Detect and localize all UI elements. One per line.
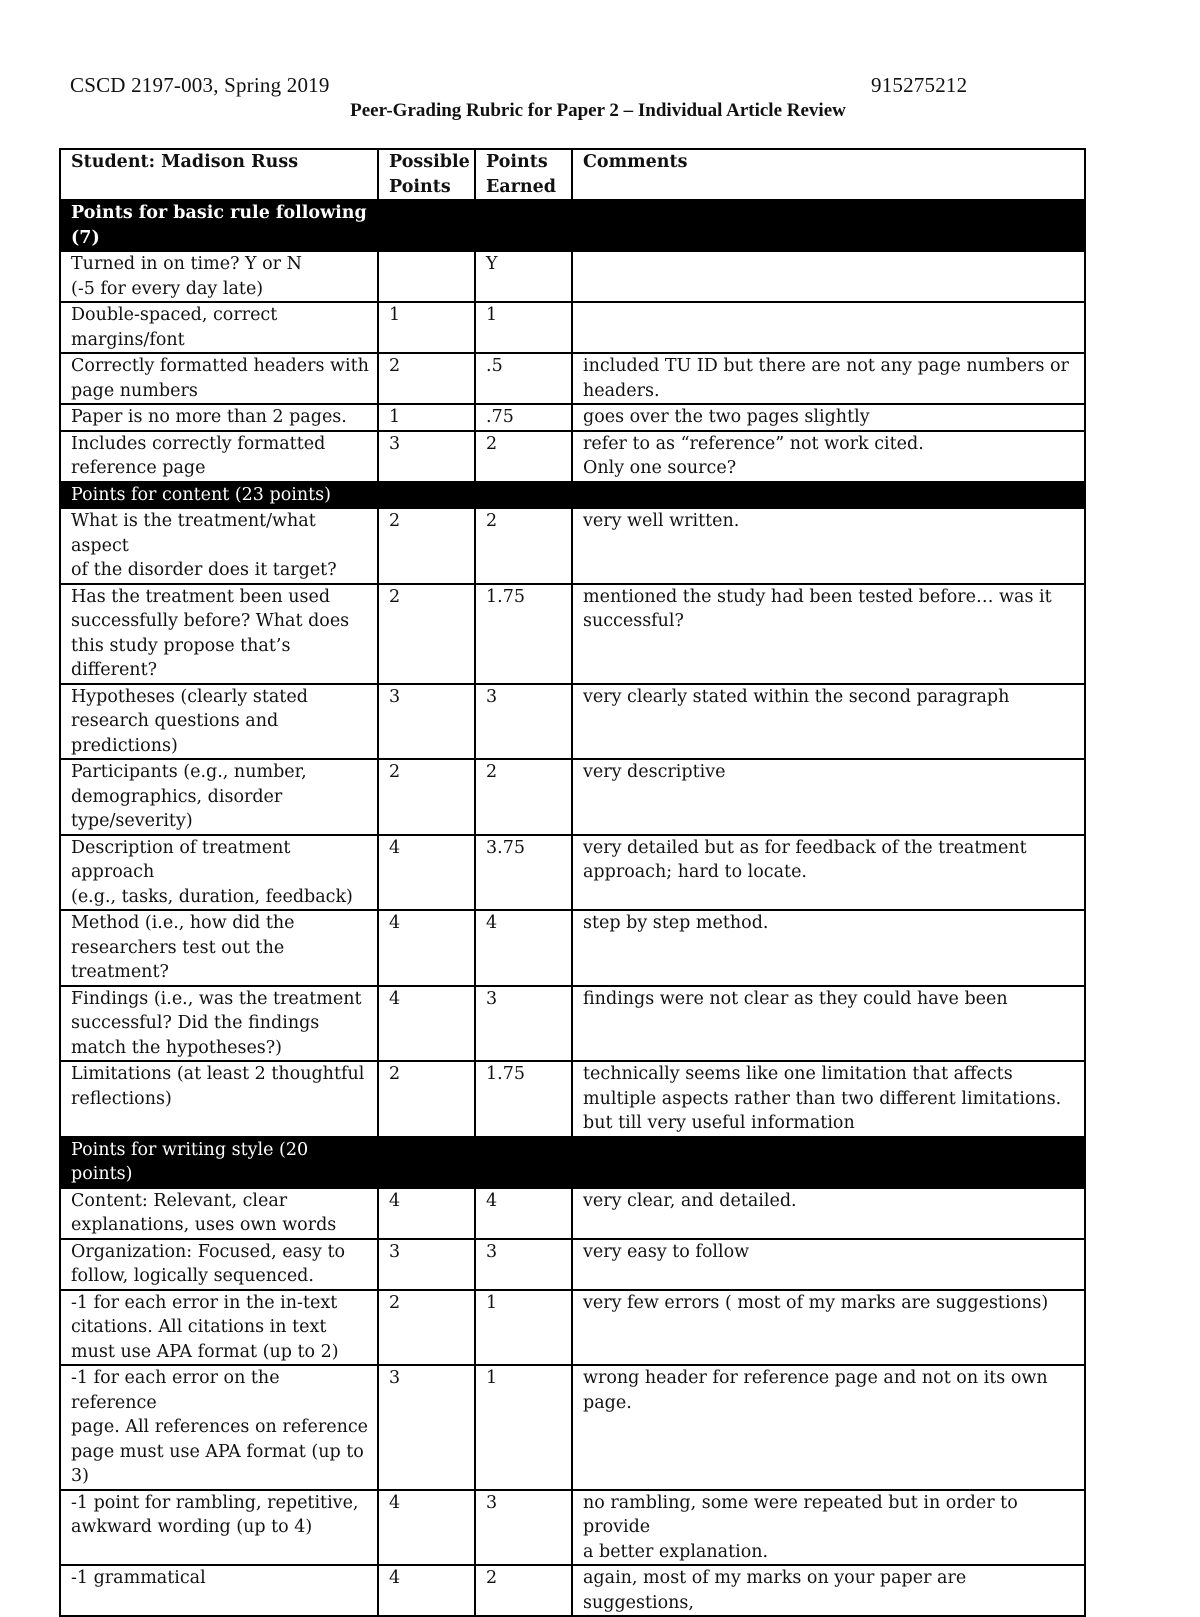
possible-points-cell: 3 — [378, 431, 475, 482]
criterion-cell: Description of treatment approach (e.g., tasks, duration, feedback) — [60, 835, 378, 911]
criterion-cell: -1 grammatical — [60, 1565, 378, 1616]
comment-cell: technically seems like one limitation that affects multiple aspects rather than two different limitations. but till very useful information — [572, 1061, 1085, 1137]
points-earned-cell: 1 — [475, 302, 572, 353]
comments-header: Comments — [572, 149, 1085, 200]
student-name-header: Student: Madison Russ — [60, 149, 378, 200]
section-fill-cell — [572, 482, 1085, 509]
possible-points-cell: 4 — [378, 986, 475, 1062]
criterion-cell: -1 for each error on the reference page. All references on reference page must use APA format (up to 3) — [60, 1365, 378, 1490]
rubric-row — [60, 1061, 1085, 1137]
possible-points-cell: 4 — [378, 1565, 475, 1616]
possible-points-cell: 1 — [378, 302, 475, 353]
possible-points-cell: 1 — [378, 404, 475, 431]
points-earned-cell: 2 — [475, 431, 572, 482]
section-header-row — [60, 482, 1085, 509]
points-earned-cell: .75 — [475, 404, 572, 431]
points-earned-header: Points Earned — [475, 149, 572, 200]
rubric-row — [60, 986, 1085, 1062]
criterion-cell: -1 for each error in the in-text citations. All citations in text must use APA format (up to 2) — [60, 1290, 378, 1366]
possible-points-cell: 2 — [378, 759, 475, 835]
criterion-cell: Hypotheses (clearly stated research questions and predictions) — [60, 684, 378, 760]
comment-cell: findings were not clear as they could have been — [572, 986, 1085, 1062]
comment-cell: again, most of my marks on your paper are suggestions, — [572, 1565, 1085, 1616]
section-fill-cell — [475, 200, 572, 251]
rubric-row — [60, 1365, 1085, 1490]
rubric-row — [60, 302, 1085, 353]
comment-cell: very clear, and detailed. — [572, 1188, 1085, 1239]
criterion-cell: Has the treatment been used successfully before? What does this study propose that’s different? — [60, 584, 378, 684]
student-id: 915275212 — [871, 73, 968, 97]
section-fill-cell — [378, 482, 475, 509]
comment-cell — [572, 251, 1085, 302]
comment-cell: very easy to follow — [572, 1239, 1085, 1290]
criterion-cell: -1 point for rambling, repetitive, awkward wording (up to 4) — [60, 1490, 378, 1566]
comment-cell: very detailed but as for feedback of the treatment approach; hard to locate. — [572, 835, 1085, 911]
section-fill-cell — [475, 482, 572, 509]
criterion-cell: Limitations (at least 2 thoughtful reflections) — [60, 1061, 378, 1137]
comment-cell: included TU ID but there are not any page numbers or headers. — [572, 353, 1085, 404]
points-earned-cell: 1 — [475, 1365, 572, 1490]
criterion-cell: Paper is no more than 2 pages. — [60, 404, 378, 431]
possible-points-cell: 2 — [378, 1061, 475, 1137]
section-label: Points for content (23 points) — [60, 482, 378, 509]
possible-points-header: Possible Points — [378, 149, 475, 200]
possible-points-cell: 4 — [378, 835, 475, 911]
section-header-row — [60, 1137, 1085, 1188]
possible-points-cell: 4 — [378, 910, 475, 986]
points-earned-cell: 2 — [475, 1565, 572, 1616]
comment-cell: very few errors ( most of my marks are suggestions) — [572, 1290, 1085, 1366]
rubric-row — [60, 684, 1085, 760]
comment-cell: wrong header for reference page and not on its own page. — [572, 1365, 1085, 1490]
points-earned-cell: 3.75 — [475, 835, 572, 911]
rubric-row — [60, 1490, 1085, 1566]
points-earned-cell: 2 — [475, 759, 572, 835]
possible-points-cell: 2 — [378, 353, 475, 404]
section-fill-cell — [378, 200, 475, 251]
rubric-row — [60, 251, 1085, 302]
rubric-row — [60, 835, 1085, 911]
rubric-row — [60, 404, 1085, 431]
possible-points-cell: 3 — [378, 1239, 475, 1290]
points-earned-cell: 3 — [475, 1490, 572, 1566]
criterion-cell: Organization: Focused, easy to follow, logically sequenced. — [60, 1239, 378, 1290]
rubric-row — [60, 1290, 1085, 1366]
rubric-body — [60, 200, 1085, 1616]
points-earned-cell: 3 — [475, 1239, 572, 1290]
section-fill-cell — [572, 200, 1085, 251]
rubric-row — [60, 508, 1085, 584]
rubric-row — [60, 431, 1085, 482]
section-label: Points for basic rule following (7) — [60, 200, 378, 251]
possible-points-cell: 2 — [378, 508, 475, 584]
section-header-row — [60, 200, 1085, 251]
points-earned-cell: 1.75 — [475, 1061, 572, 1137]
points-earned-cell: .5 — [475, 353, 572, 404]
rubric-header-row — [60, 149, 1085, 200]
points-earned-cell: Y — [475, 251, 572, 302]
points-earned-cell: 3 — [475, 684, 572, 760]
possible-points-cell: 2 — [378, 584, 475, 684]
section-fill-cell — [572, 1137, 1085, 1188]
rubric-row — [60, 353, 1085, 404]
rubric-table — [59, 148, 1086, 1617]
possible-points-cell: 2 — [378, 1290, 475, 1366]
points-earned-cell: 3 — [475, 986, 572, 1062]
rubric-row — [60, 759, 1085, 835]
criterion-cell: Includes correctly formatted reference page — [60, 431, 378, 482]
rubric-row — [60, 1565, 1085, 1616]
points-earned-cell: 1.75 — [475, 584, 572, 684]
criterion-cell: Correctly formatted headers with page numbers — [60, 353, 378, 404]
section-fill-cell — [475, 1137, 572, 1188]
possible-points-cell: 4 — [378, 1188, 475, 1239]
document-title — [0, 100, 1200, 122]
possible-points-cell: 3 — [378, 684, 475, 760]
rubric-row — [60, 584, 1085, 684]
criterion-cell: What is the treatment/what aspect of the disorder does it target? — [60, 508, 378, 584]
comment-cell: step by step method. — [572, 910, 1085, 986]
rubric-row — [60, 910, 1085, 986]
criterion-cell: Double-spaced, correct margins/font — [60, 302, 378, 353]
comment-cell — [572, 302, 1085, 353]
criterion-cell: Content: Relevant, clear explanations, uses own words — [60, 1188, 378, 1239]
comment-cell: very well written. — [572, 508, 1085, 584]
criterion-cell: Turned in on time? Y or N (-5 for every day late) — [60, 251, 378, 302]
section-fill-cell — [378, 1137, 475, 1188]
possible-points-cell: 3 — [378, 1365, 475, 1490]
criterion-cell: Participants (e.g., number, demographics, disorder type/severity) — [60, 759, 378, 835]
comment-cell: no rambling, some were repeated but in order to provide a better explanation. — [572, 1490, 1085, 1566]
points-earned-cell: 4 — [475, 1188, 572, 1239]
points-earned-cell: 2 — [475, 508, 572, 584]
course-header: CSCD 2197-003, Spring 2019 — [70, 73, 330, 97]
points-earned-cell: 1 — [475, 1290, 572, 1366]
comment-cell: refer to as “reference” not work cited. Only one source? — [572, 431, 1085, 482]
comment-cell: mentioned the study had been tested before… was it successful? — [572, 584, 1085, 684]
rubric-row — [60, 1188, 1085, 1239]
comment-cell: very descriptive — [572, 759, 1085, 835]
comment-cell: very clearly stated within the second paragraph — [572, 684, 1085, 760]
points-earned-cell: 4 — [475, 910, 572, 986]
possible-points-cell: 4 — [378, 1490, 475, 1566]
criterion-cell: Method (i.e., how did the researchers test out the treatment? — [60, 910, 378, 986]
criterion-cell: Findings (i.e., was the treatment successful? Did the findings match the hypotheses?) — [60, 986, 378, 1062]
rubric-row — [60, 1239, 1085, 1290]
possible-points-cell — [378, 251, 475, 302]
section-label: Points for writing style (20 points) — [60, 1137, 378, 1188]
document-title-text: Peer-Grading Rubric for Paper 2 – Individual Article Review — [350, 100, 846, 121]
comment-cell: goes over the two pages slightly — [572, 404, 1085, 431]
